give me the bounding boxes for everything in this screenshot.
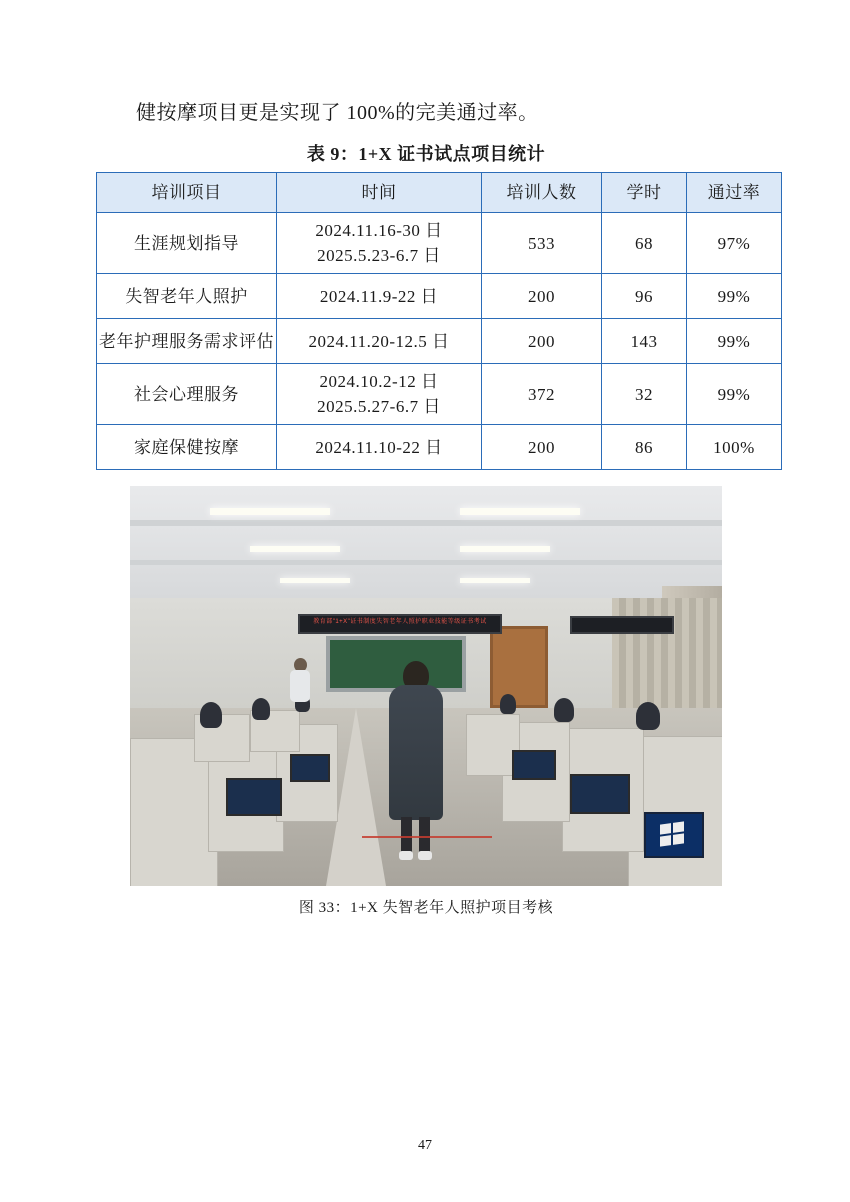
student xyxy=(554,698,574,722)
cell-hours: 32 xyxy=(602,364,687,425)
body-paragraph: 健按摩项目更是实现了 100%的完美通过率。 xyxy=(136,102,539,124)
teacher xyxy=(290,658,310,700)
woman-shoe xyxy=(399,851,413,860)
cell-project: 生涯规划指导 xyxy=(97,213,277,274)
led-banner-text: 教育部"1+X"证书制度失智老年人照护职业技能等级证书考试 xyxy=(313,619,487,625)
cell-pass-rate: 99% xyxy=(687,319,782,364)
computer-monitor xyxy=(226,778,282,816)
cell-time xyxy=(277,213,482,274)
student xyxy=(252,698,270,720)
table-row xyxy=(97,425,782,470)
cell-project: 社会心理服务 xyxy=(97,364,277,425)
ceiling xyxy=(130,486,722,604)
woman-coat xyxy=(389,685,443,820)
ceiling-light xyxy=(210,508,330,515)
exam-room-photo xyxy=(130,486,722,886)
cell-pass-rate: 97% xyxy=(687,213,782,274)
computer-monitor xyxy=(570,774,630,814)
cell-people: 200 xyxy=(482,274,602,319)
ceiling-light xyxy=(460,546,550,552)
figure-caption: 图 33：1+X 失智老年人照护项目考核 xyxy=(298,900,554,916)
table-row xyxy=(97,319,782,364)
table-header-hours: 学时 xyxy=(602,173,687,213)
windows-logo-icon xyxy=(660,821,684,846)
table-header-project: 培训项目 xyxy=(97,173,277,213)
table-row xyxy=(97,364,782,425)
ceiling-light xyxy=(250,546,340,552)
cell-hours: 96 xyxy=(602,274,687,319)
cell-pass-rate: 99% xyxy=(687,364,782,425)
woman-shoe xyxy=(418,851,432,860)
ceiling-beam xyxy=(130,520,722,526)
table-row xyxy=(97,274,782,319)
cell-time xyxy=(277,364,482,425)
ceiling-light xyxy=(280,578,350,583)
cell-time: 2024.11.10-22 日 xyxy=(277,425,482,470)
cell-project: 失智老年人照护 xyxy=(97,274,277,319)
page-content xyxy=(96,96,761,917)
cell-time-line1: 2024.10.2-12 日 xyxy=(319,372,439,391)
student xyxy=(200,702,222,728)
cell-time: 2024.11.9-22 日 xyxy=(277,274,482,319)
page-number: 47 xyxy=(418,1138,432,1153)
cell-time-line1: 2024.11.16-30 日 xyxy=(315,221,443,240)
cell-hours: 143 xyxy=(602,319,687,364)
cell-pass-rate: 99% xyxy=(687,274,782,319)
figure-block xyxy=(130,486,722,917)
cell-time-line2: 2025.5.23-6.7 日 xyxy=(317,246,441,265)
cell-people: 200 xyxy=(482,319,602,364)
cell-time: 2024.11.20-12.5 日 xyxy=(277,319,482,364)
student xyxy=(500,694,516,714)
cell-people: 533 xyxy=(482,213,602,274)
teacher-body xyxy=(290,670,310,702)
computer-monitor xyxy=(512,750,556,780)
windows-desktop-screen xyxy=(644,812,704,858)
student xyxy=(636,702,660,730)
cell-people: 200 xyxy=(482,425,602,470)
classroom-door xyxy=(490,626,548,708)
table-header-people: 培训人数 xyxy=(482,173,602,213)
table-header-pass-rate: 通过率 xyxy=(687,173,782,213)
ceiling-beam xyxy=(130,560,722,565)
woman-leg xyxy=(401,817,412,853)
floor-marking xyxy=(362,836,492,838)
table-row xyxy=(97,213,782,274)
cell-hours: 68 xyxy=(602,213,687,274)
stats-table xyxy=(96,172,782,470)
table-header-time: 时间 xyxy=(277,173,482,213)
cell-hours: 86 xyxy=(602,425,687,470)
cell-pass-rate: 100% xyxy=(687,425,782,470)
cell-project: 家庭保健按摩 xyxy=(97,425,277,470)
ceiling-light xyxy=(460,508,580,515)
woman-leg xyxy=(419,817,430,853)
cell-time-line2: 2025.5.27-6.7 日 xyxy=(317,397,441,416)
ceiling-light xyxy=(460,578,530,583)
led-banner-secondary xyxy=(570,616,674,634)
led-banner xyxy=(298,614,502,634)
cell-project: 老年护理服务需求评估 xyxy=(97,319,277,364)
table-header-row xyxy=(97,173,782,213)
table-caption: 表 9：1+X 证书试点项目统计 xyxy=(306,144,546,164)
cell-people: 372 xyxy=(482,364,602,425)
computer-monitor xyxy=(290,754,330,782)
